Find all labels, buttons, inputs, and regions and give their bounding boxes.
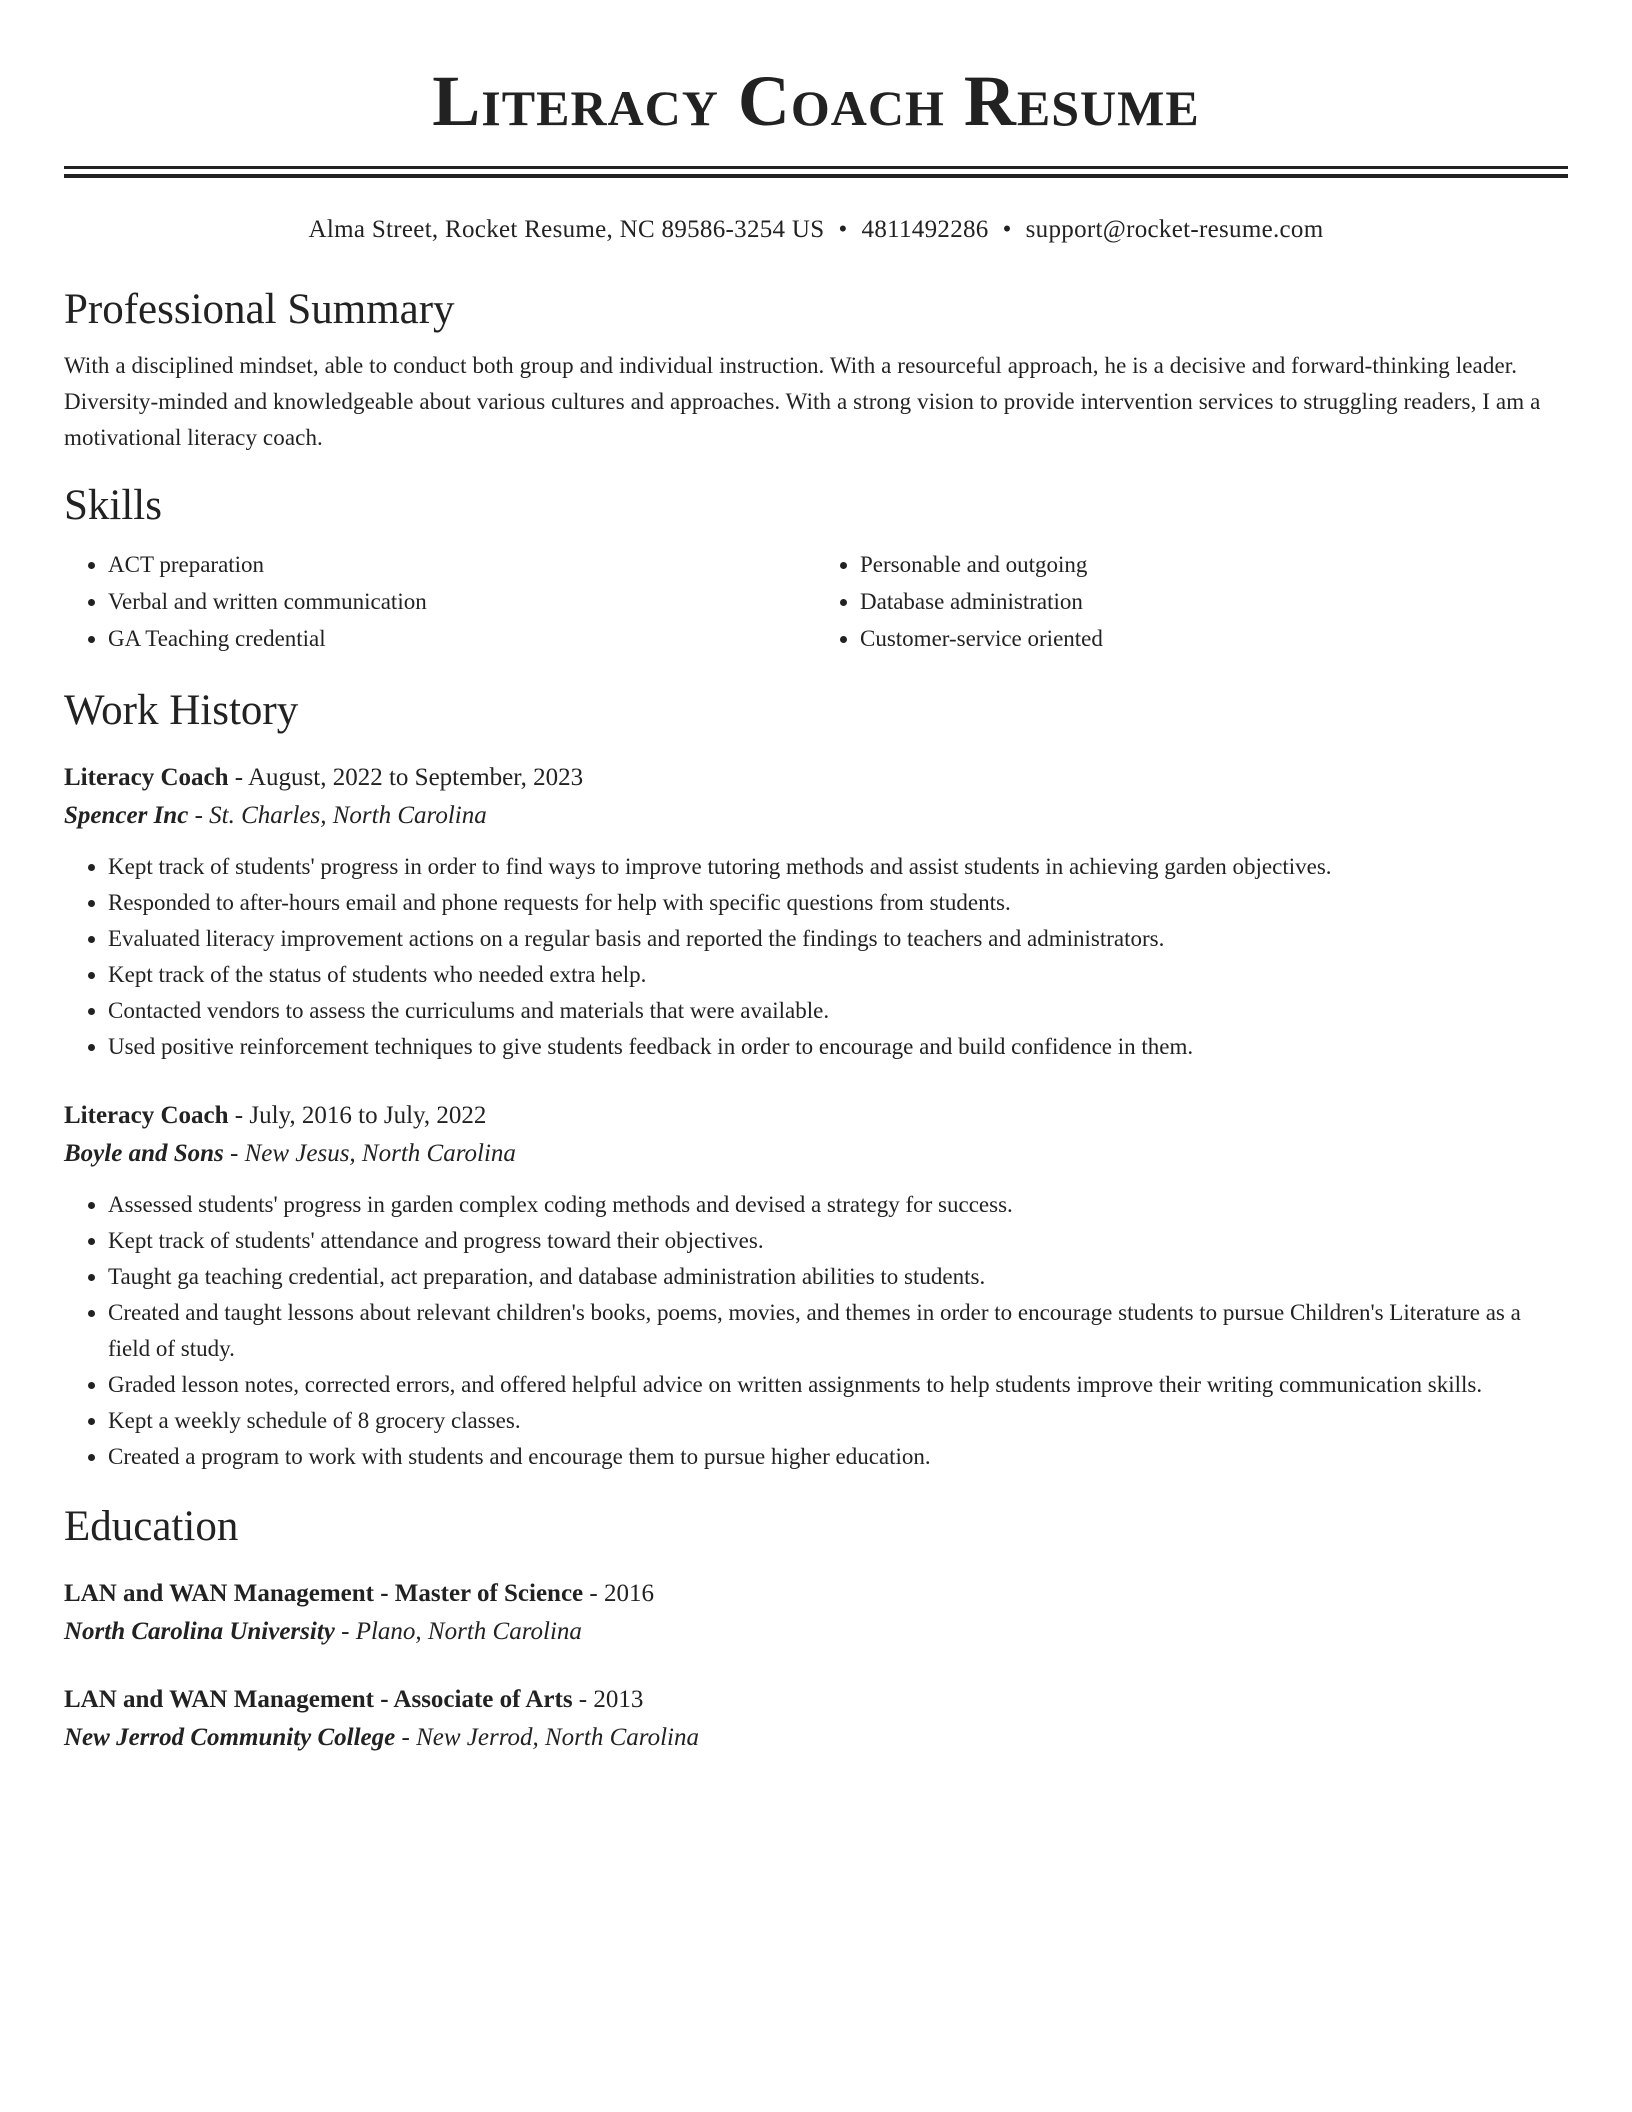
job-bullet: • Kept track of the status of students who needed extra help. <box>108 957 1568 993</box>
job-bullet: • Created a program to work with students and encourage them to pursue higher education. <box>108 1439 1568 1475</box>
resume-title: Literacy Coach Resume <box>432 61 1200 141</box>
job-company: Spencer Inc <box>64 802 189 829</box>
summary-text: With a disciplined mindset, able to conduct both group and individual instruction. With a resourceful approach, he is a decisive and forward-thinking leader. Diversity-minded and knowledgeable about various cultures and approaches. With a strong vision to provide intervention services to struggling readers, I am a motivational literacy coach. <box>64 353 1541 450</box>
skills-section <box>64 480 1568 657</box>
contact-address: Alma Street, Rocket Resume, NC 89586-3254 US <box>308 216 825 243</box>
resume-page <box>64 0 1568 1757</box>
education-entry <box>64 1575 1568 1651</box>
education-institution <box>64 1719 1568 1757</box>
contact-phone: 4811492286 <box>861 216 989 243</box>
education-entry <box>64 1681 1568 1757</box>
summary-heading: Professional Summary <box>64 286 455 333</box>
skills-columns <box>64 546 1568 657</box>
education-school: New Jerrod Community College <box>64 1724 396 1751</box>
skill-item: • Personable and outgoing <box>860 546 1568 583</box>
job-dates: - July, 2016 to July, 2022 <box>228 1102 487 1129</box>
contact-separator: • <box>838 216 848 243</box>
education-header <box>64 1575 1568 1613</box>
education-institution <box>64 1613 1568 1651</box>
education-year: - 2016 <box>583 1580 654 1607</box>
education-year: - 2013 <box>572 1686 644 1713</box>
contact-separator: • <box>1002 216 1012 243</box>
job-title: Literacy Coach <box>64 764 229 791</box>
education-degree: LAN and WAN Management - Associate of Arts <box>64 1686 573 1713</box>
job-bullet: • Created and taught lessons about relevant children's books, poems, movies, and themes in order to encourage students to pursue Children's Literature as a field of study. <box>108 1295 1568 1367</box>
skill-item: • Verbal and written communication <box>108 583 816 620</box>
job-entry <box>64 1097 1568 1475</box>
job-employer <box>64 797 1568 835</box>
education-location: - Plano, North Carolina <box>334 1618 582 1645</box>
job-header <box>64 1097 1568 1135</box>
skill-item: • ACT preparation <box>108 546 816 583</box>
job-location: - St. Charles, North Carolina <box>188 802 487 829</box>
job-bullet: • Responded to after-hours email and phone requests for help with specific questions from students. <box>108 885 1568 921</box>
job-bullet: • Kept track of students' progress in order to find ways to improve tutoring methods and assist students in achieving garden objectives. <box>108 849 1568 885</box>
skills-heading: Skills <box>64 482 162 529</box>
skill-item: • GA Teaching credential <box>108 620 816 657</box>
job-bullet: • Contacted vendors to assess the curriculums and materials that were available. <box>108 993 1568 1029</box>
job-bullet: • Kept a weekly schedule of 8 grocery classes. <box>108 1403 1568 1439</box>
job-location: - New Jesus, North Carolina <box>223 1140 516 1167</box>
skill-item: • Database administration <box>860 583 1568 620</box>
work-history-heading: Work History <box>64 687 299 734</box>
education-location: - New Jerrod, North Carolina <box>395 1724 699 1751</box>
job-bullet: • Used positive reinforcement techniques to give students feedback in order to encourage and build confidence in them. <box>108 1029 1568 1065</box>
work-history-section <box>64 685 1568 1475</box>
job-bullets <box>64 849 1568 1065</box>
education-header <box>64 1681 1568 1719</box>
title-divider <box>64 166 1568 178</box>
job-entry <box>64 759 1568 1065</box>
job-employer <box>64 1135 1568 1173</box>
job-bullet: • Taught ga teaching credential, act preparation, and database administration abilities to students. <box>108 1259 1568 1295</box>
education-school: North Carolina University <box>64 1618 335 1645</box>
job-bullet: • Assessed students' progress in garden complex coding methods and devised a strategy for success. <box>108 1187 1568 1223</box>
education-degree: LAN and WAN Management - Master of Science <box>64 1580 584 1607</box>
job-dates: - August, 2022 to September, 2023 <box>228 764 584 791</box>
skill-item: • Customer-service oriented <box>860 620 1568 657</box>
job-header <box>64 759 1568 797</box>
summary-section <box>64 284 1568 456</box>
job-bullets <box>64 1187 1568 1475</box>
job-bullet: • Graded lesson notes, corrected errors, and offered helpful advice on written assignments to help students improve their writing communication skills. <box>108 1367 1568 1403</box>
skills-left-column <box>64 546 816 657</box>
job-bullet: • Kept track of students' attendance and progress toward their objectives. <box>108 1223 1568 1259</box>
contact-email: support@rocket-resume.com <box>1025 216 1324 243</box>
education-section <box>64 1501 1568 1757</box>
education-heading: Education <box>64 1503 239 1550</box>
job-company: Boyle and Sons <box>64 1140 224 1167</box>
contact-line <box>64 214 1568 246</box>
job-title: Literacy Coach <box>64 1102 229 1129</box>
skills-right-column <box>816 546 1568 657</box>
job-bullet: • Evaluated literacy improvement actions on a regular basis and reported the findings to teachers and administrators. <box>108 921 1568 957</box>
